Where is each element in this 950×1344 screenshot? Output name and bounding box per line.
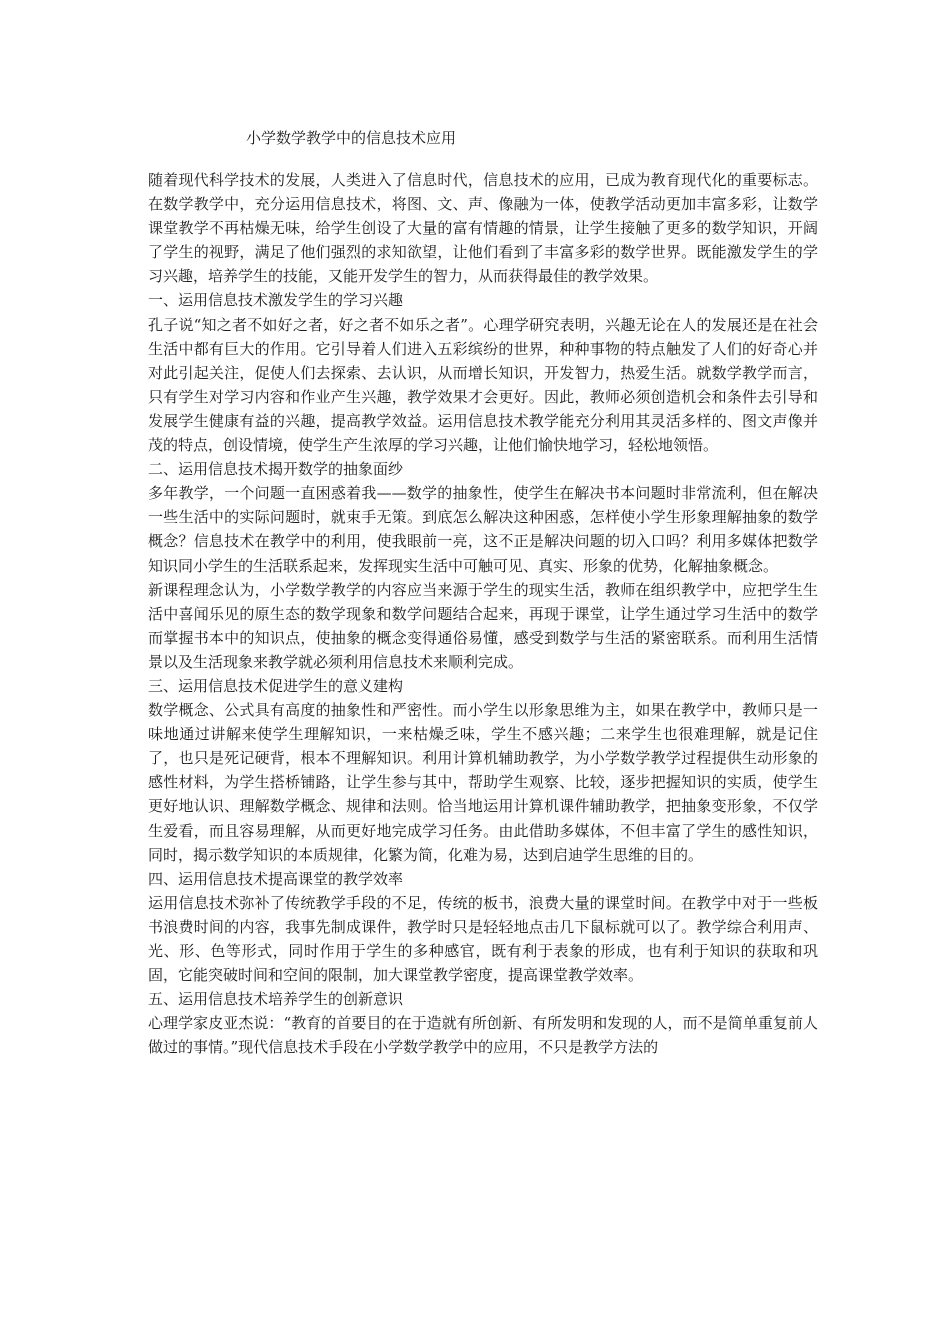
section-heading-3: 三、运用信息技术促进学生的意义建构	[148, 676, 404, 695]
document-title: 小学数学教学中的信息技术应用	[246, 129, 457, 147]
paragraph-section-5: 心理学家皮亚杰说：“教育的首要目的在于造就有所创新、有所发明和发现的人，而不是简单重复前人做过的事情。”现代信息技术手段在小学数学教学中的应用，不只是教学方法的	[148, 1014, 818, 1057]
section-heading-4: 四、运用信息技术提高课堂的教学效率	[148, 869, 404, 888]
section-heading-1: 一、运用信息技术激发学生的学习兴趣	[148, 291, 404, 310]
section-heading-5: 五、运用信息技术培养学生的创新意识	[148, 990, 404, 1009]
paragraph-section-2b: 新课程理念认为，小学数学教学的内容应当来源于学生的现实生活，教师在组织教学中，应把学生生活中喜闻乐见的原生态的数学现象和数学问题结合起来，再现于课堂，让学生通过学习生活中的数学而掌握书本中的知识点，使抽象的概念变得通俗易懂，感受到数学与生活的紧密联系。而利用生活情景以及生活现象来教学就必须利用信息技术来顺利完成。	[148, 580, 818, 671]
section-heading-2: 二、运用信息技术揭开数学的抽象面纱	[148, 460, 404, 479]
paragraph-section-2a: 多年教学，一个问题一直困惑着我——数学的抽象性，使学生在解决书本问题时非常流利，但在解决一些生活中的实际问题时，就束手无策。到底怎么解决这种困惑，怎样使小学生形象理解抽象的数学概念？信息技术在教学中的利用，使我眼前一亮，这不正是解决问题的切入口吗？利用多媒体把数学知识同小学生的生活联系起来，发挥现实生活中可触可见、真实、形象的优势，化解抽象概念。	[148, 484, 818, 575]
paragraph-section-4: 运用信息技术弥补了传统教学手段的不足，传统的板书，浪费大量的课堂时间。在教学中对于一些板书浪费时间的内容，我事先制成课件，教学时只是轻轻地点击几下鼠标就可以了。教学综合利用声、光、形、色等形式，同时作用于学生的多种感官，既有利于表象的形成，也有利于知识的获取和巩固，它能突破时间和空间的限制，加大课堂教学密度，提高课堂教学效率。	[148, 893, 818, 985]
paragraph-intro: 随着现代科学技术的发展，人类进入了信息时代，信息技术的应用，已成为教育现代化的重要标志。在数学教学中，充分运用信息技术，将图、文、声、像融为一体，使教学活动更加丰富多彩，让数学课堂教学不再枯燥无味，给学生创设了大量的富有情趣的情景，让学生接触了更多的数学知识，开阔了学生的视野，满足了他们强烈的求知欲望，让他们看到了丰富多彩的数学世界。既能激发学生的学习兴趣，培养学生的技能，又能开发学生的智力，从而获得最佳的教学效果。	[148, 171, 818, 286]
paragraph-section-1: 孔子说“知之者不如好之者，好之者不如乐之者”。心理学研究表明，兴趣无论在人的发展还是在社会生活中都有巨大的作用。它引导着人们进入五彩缤纷的世界，种种事物的特点触发了人们的好奇心并对此引起关注，促使人们去探索、去认识，从而增长知识，开发智力，热爱生活。就数学教学而言，只有学生对学习内容和作业产生兴趣，教学效果才会更好。因此，教师必须创造机会和条件去引导和发展学生健康有益的兴趣，提高教学效益。运用信息技术教学能充分利用其灵活多样的、图文声像并茂的特点，创设情境，使学生产生浓厚的学习兴趣，让他们愉快地学习，轻松地领悟。	[148, 315, 818, 455]
paragraph-section-3: 数学概念、公式具有高度的抽象性和严密性。而小学生以形象思维为主，如果在教学中，教师只是一味地通过讲解来使学生理解知识，一来枯燥乏味，学生不感兴趣；二来学生也很难理解，就是记住了，也只是死记硬背，根本不理解知识。利用计算机辅助教学，为小学数学教学过程提供生动形象的感性材料，为学生搭桥铺路，让学生参与其中，帮助学生观察、比较，逐步把握知识的实质，使学生更好地认识、理解数学概念、规律和法则。恰当地运用计算机课件辅助教学，把抽象变形象，不仅学生爱看，而且容易理解，从而更好地完成学习任务。由此借助多媒体，不但丰富了学生的感性知识，同时，揭示数学知识的本质规律，化繁为简，化难为易，达到启迪学生思维的目的。	[148, 701, 818, 864]
document-body	[148, 168, 818, 1059]
